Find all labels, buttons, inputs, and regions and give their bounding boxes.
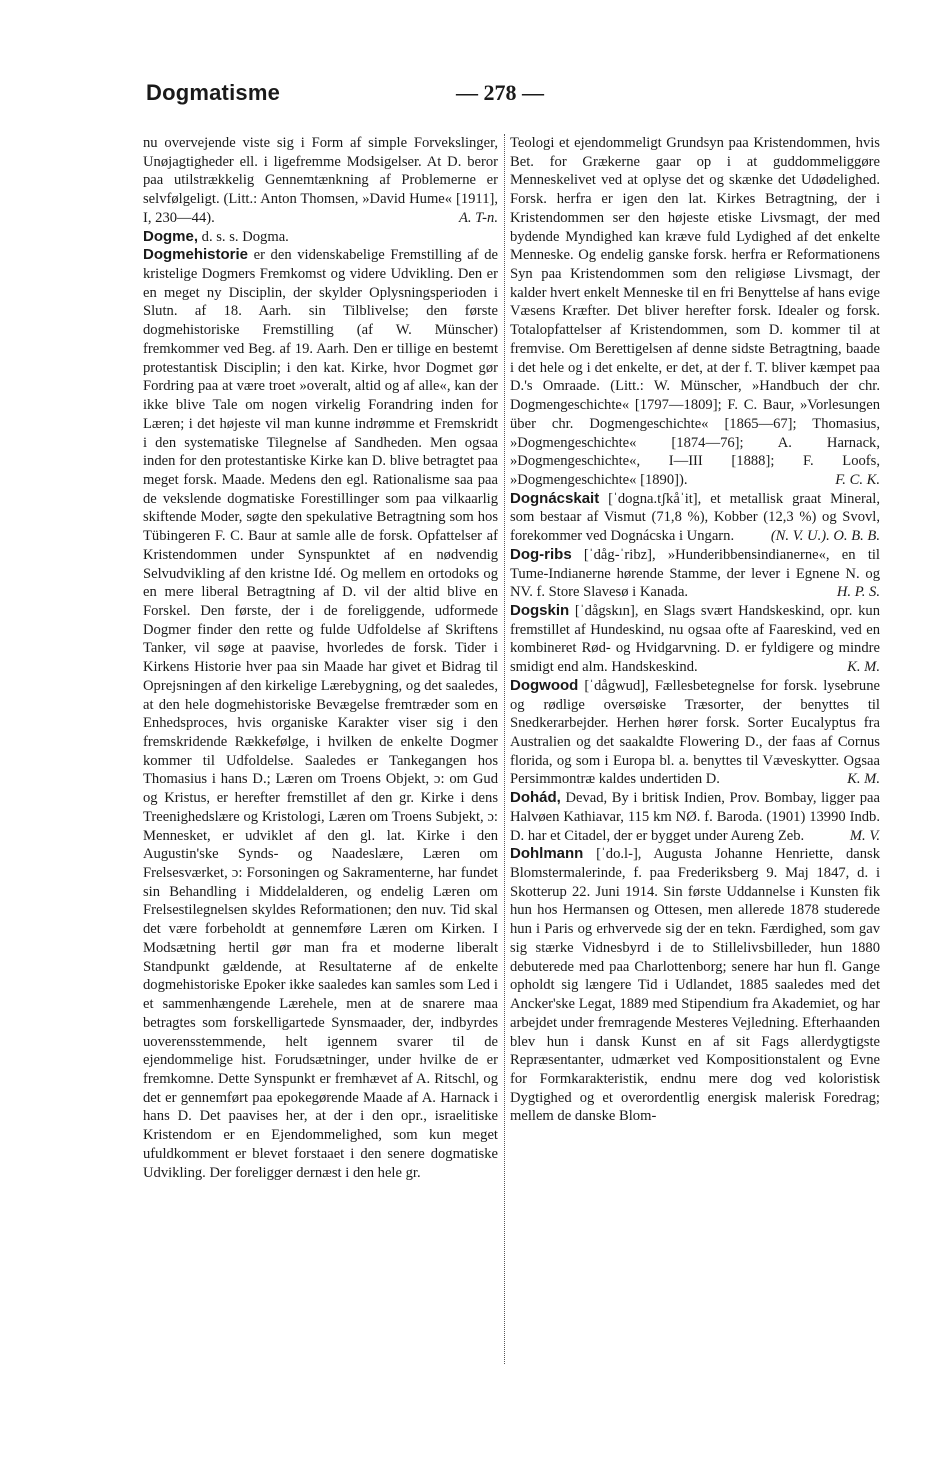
- entry-dogme: [143, 228, 498, 247]
- author-signature: F. C. K.: [835, 471, 880, 488]
- entry-text: [ˈdogna.tʃkåˈit], et metallisk graat Mineral, som bestaar af Vismut (71,8 %), Kobber (12,3 %) og Svovl, forekommer ved Dognácska i Ungarn.: [510, 490, 880, 545]
- entry-dognacskait: [510, 490, 880, 546]
- paragraph-text: Teologi et ejendommeligt Grundsyn paa Kristendommen, hvis Bet. for Grækerne gaar op i at guddommeliggøre Menneskelivet ved at oplyse det og skænke det Udødelighed. Forsk. herfra er igen den lat. Kirkes Betragtning, der i Kristendommen ser den højeste etiske Livsmagt, der med bydende Myndighed kan kræve fuld Lydighed af det enkelte Menneske. Og endelig ganske forsk. herfra er Reformationens Syn paa Kristendommen som den religiøse Livsmagt, der kalder hvert enkelt Menneske til en fri Benyttelse af hans evige Væsens Kræfter. Det bliver herefter forsk. Idealer og forsk. Totalopfattelser af Kristendommen, som D. kommer til at fremvise. Om Berettigelsen af denne sidste Betragtning, baade i det hele og i det enkelte, er det, at der f. T. bliver kæmpet paa D.'s Omraade. (Litt.: W. Münscher, »Handbuch der chr. Dogmengeschichte« [1797—1809]; F. C. Baur, »Vorlesungen über chr. Dogmengeschichte« [1865—67]; Thomasius, »Dogmengeschichte« [1874—76]; A. Harnack, »Dogmengeschichte«, I—III [1888]; F. Loofs, »Dogmengeschichte« [1890]).: [510, 135, 880, 488]
- entry-dog-ribs: [510, 546, 880, 602]
- entry-text: [ˈdåg-ˈribz], »Hunderibbensindianerne«, en til Tume-Indianerne hørende Stamme, der lever i Egnene N. og NV. f. Store Slavesø i Kanada.: [510, 546, 880, 601]
- right-column: [510, 134, 880, 1126]
- entry-text: [ˈdågskın], en Slags svært Handskeskind, opr. kun fremstillet af Hundeskind, nu ogsaa ofte af Faareskind, ved en kombineret Rød- og Hvidgarvning. D. er fyldigere og mindre smidigt end alm. Handskeskind.: [510, 602, 880, 676]
- continued-paragraph: [143, 134, 498, 228]
- headword: Dohlmann: [510, 845, 584, 863]
- entry-text: [ˈdo.l-], Augusta Johanne Henriette, dansk Blomstermalerinde, f. paa Frederiksberg 9. Maj 1847, d. i Skotterup 22. Juni 1914. Sin første Uddannelse i Kunsten fik hun hos Hermansen og Ottesen, men allerede 1878 studerede hun i Paris og erhvervede sig der en tekn. Færdighed, som gav sig stærke Vidnesbyrd i de to Stillelivsbilleder, hun 1880 debuterede med paa Charlottenborg; senere har hun fl. Gange opholdt sig længere Tid i Udlandet, 1885 saaledes med det Ancker'ske Legat, 1889 med Stipendium fra Akademiet, og har arbejdet under fremragende Mesteres Vejledning. Efterhaanden blev hun i dansk Kunst en af sit Fags allerdygtigste Repræsentanter, udmærket ved Kompositionstalent og Evne for Formkarakteristik, endnu mere dog ved koloristisk Dygtighed og et overordentlig energisk malerisk Foredrag; mellem de danske Blom-: [510, 846, 880, 1125]
- entry-dogmehistorie: [143, 246, 498, 1182]
- author-signature: K. M.: [847, 771, 880, 788]
- entry-text: d. s. s. Dogma.: [198, 228, 289, 245]
- headword: Dohád,: [510, 789, 561, 807]
- headword: Dogme,: [143, 227, 199, 245]
- entry-text: [ˈdågwud], Fællesbetegnelse for forsk. lysebrune og rødlige oversøiske Træsorter, der benyttes til Snedkerarbejder. Herhen hører forsk. Sorter Eucalyptus fra Australien og det saakaldte Flowering D., der faas af Cornus florida, og som i Europa bl. a. benyttes til Væveskytter. Ogsaa Persimmontræ kaldes undertiden D.: [510, 677, 880, 788]
- entry-dogwood: [510, 677, 880, 789]
- author-signature: (N. V. U.). O. B. B.: [770, 528, 880, 545]
- left-column: [143, 134, 498, 1182]
- headword: Dogwood: [510, 676, 579, 694]
- author-signature: M. V.: [849, 827, 880, 844]
- entry-dohad: [510, 789, 880, 845]
- page-number: — 278 —: [456, 80, 544, 105]
- author-signature: H. P. S.: [836, 584, 880, 601]
- author-signature: K. M.: [847, 659, 880, 676]
- headword: Dognácskait: [510, 489, 600, 507]
- continued-paragraph: [510, 134, 880, 490]
- paragraph-text: nu overvejende viste sig i Form af simple Forvekslinger, Unøjagtigheder ell. i ligefremme Modsigelser. At D. beror paa utilstrækkelig Gennemtænkning af Problemerne er selvfølgeligt. (Litt.: Anton Thomsen, »David Hume« [1911], I, 230—44).: [143, 135, 498, 226]
- entry-dogskin: [510, 602, 880, 677]
- entry-dohlmann: [510, 845, 880, 1126]
- entry-text: er den videnskabelige Fremstilling af de kristelige Dogmers Fremkomst og videre Udvikling. Den er en meget ny Disciplin, der skylder Oplysningsperioden i Slutn. af 18. Aarh. sin Tilblivelse; den første dogmehistoriske Fremstilling (af W. Münscher) fremkommer ved Beg. af 19. Aarh. Den er tillige en bestemt protestantisk Disciplin; i den kat. Kirke, hvor Dogmet gør Fordring paa at være troet »overalt, altid og af alle«, kan der ikke blive Tale om nogen virkelig Forandring inden for Læren; i det højeste vil man kunne indrømme et Fremskridt i den systematiske Tilegnelse af Sandheden. Men ogsaa inden for den protestantiske Kirke kan D. blive betragtet paa meget forsk. Maade. Medens den egl. Rationalisme saa paa de vekslende dogmatiske Forestillinger som paa vilkaarlig skiftende Moder, søgte den spekulative Betragtning som hos Tübingeren F. C. Baur at samle alle de forsk. Opfattelser af Kristendommen under Synspunktet af en nødvendig Selvudvikling af den kristne Idé. Og mellem en ortodoks og en mere liberal Betragtning af D. vil der altid blive en Forskel. Den første, der i de foreliggende, udformede Dogmer finder den rette og fulde Udfoldelse af Skriftens Tanker, vil søge at paavise, hvorledes de forsk. Tider i Kirkens Historie hver paa sin Maade har givet et Bidrag til Oprejsningen af den kirkelige Lærebygning, og det saaledes, at den hele dogmehistoriske Bevægelse fremtræder som en Enhedsproces, hvis organiske Karakter viser sig i den fremskridende Rækkefølge, i hvilken de enkelte Dogmer kommer til Udfoldelse. Saaledes er Tankegangen hos Thomasius i hans D.; Læren om Troens Objekt, ɔ: om Gud og Kristus, er herefter fremstillet af den gr. Kirke i dens Treenighedslære og Kristologi, Læren om Troens Subjekt, ɔ: Mennesket, er udviklet af den gl. lat. Kirke i den Augustin'ske Synds- og Naadeslære, Læren om Frelsesværket, ɔ: Forsoningen og Sakramenterne, har fundet sin Behandling i Middelalderen, og endelig Læren om Frelsestilegnelsen skyldes Reformationen; den nuv. Tid skal det være forbeholdt at gennemføre Læren om Kirken. I Modsætning hertil gør man fra et moderne liberalt Standpunkt gældende, at Resultaterne af de enkelte dogmehistoriske Epoker ikke saaledes kan samles som Led i et sammenhængende Lærehele, men at de snarere maa betragtes som forskelligartede Synsmaader, der, indbyrdes uoverensstemmende, helt igennem svarer til de ejendommelige hist. Forudsætninger, under hvilke de er fremkomne. Dette Synspunkt er fremhævet af A. Ritschl, og det er gennemført paa epokegørende Maade af A. Harnack i hans D. Det paavises her, at der i den opr., israelitiske Kristendom er en Ejendommelighed, som kun meget ufuldkomment er blevet forstaaet i den senere dogmatiske Udvikling. Der foreligger dernæst i den hele gr.: [143, 247, 498, 1181]
- headword: Dog-ribs: [510, 545, 572, 563]
- author-signature: A. T-n.: [458, 209, 498, 226]
- headword: Dogskin: [510, 601, 570, 619]
- running-head-title: Dogmatisme: [146, 80, 281, 105]
- headword: Dogmehistorie: [143, 246, 249, 264]
- entry-text: Devad, By i britisk Indien, Prov. Bombay, ligger paa Halvøen Kathiavar, 115 km NØ. f. Baroda. (1901) 13990 Indb. D. har et Citadel, der er bygget under Aureng Zeb.: [510, 790, 880, 844]
- column-divider: [504, 134, 505, 1364]
- page-header: [0, 80, 928, 114]
